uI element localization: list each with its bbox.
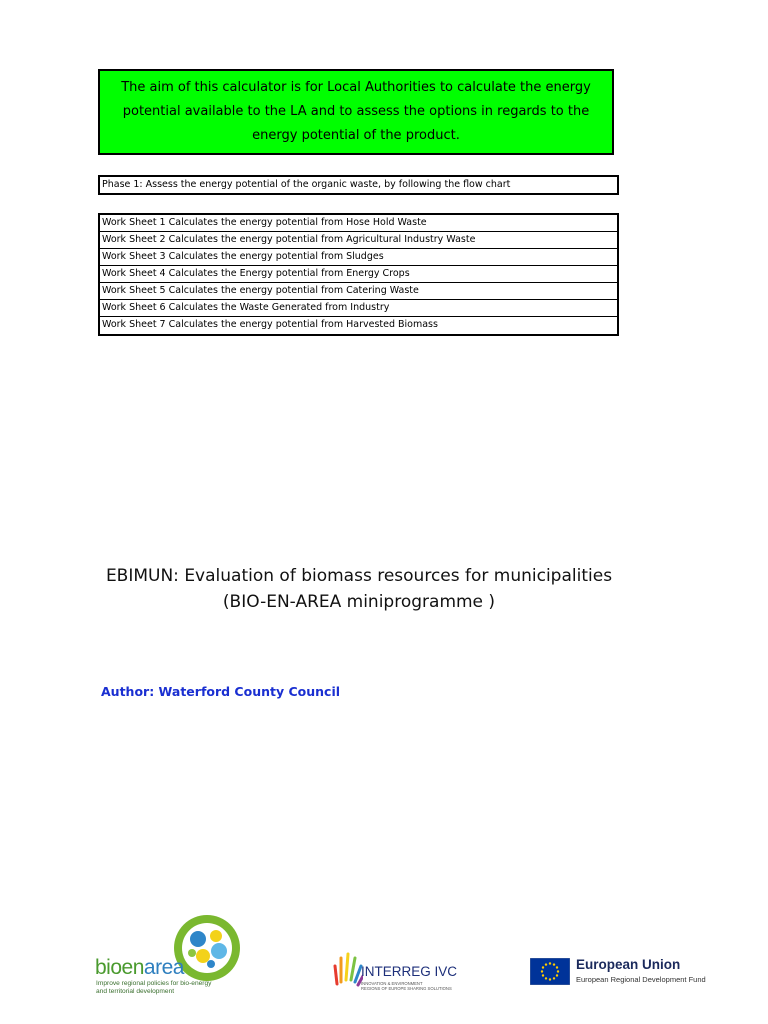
bioenarea-word-part2: area [143, 956, 184, 979]
bioenarea-word-part1: bioen [95, 956, 144, 979]
worksheet-row-1: Work Sheet 1 Calculates the energy potential from Hose Hold Waste [100, 215, 617, 232]
bioenarea-tagline-2: and territorial development [96, 988, 175, 995]
aim-text: The aim of this calculator is for Local Authorities to calculate the energy potential available to the LA and to assess the options in regards to the energy potential of the product. [121, 80, 591, 143]
author-label: Author: Waterford County Council [101, 684, 341, 699]
worksheet-list [98, 213, 619, 336]
eu-flag-icon [530, 958, 570, 985]
worksheet-row-7: Work Sheet 7 Calculates the energy potential from Harvested Biomass [102, 319, 438, 330]
worksheet-row-5: Work Sheet 5 Calculates the energy potential from Catering Waste [100, 283, 617, 300]
title-line-2: (BIO-EN-AREA miniprogramme ) [222, 592, 496, 612]
interreg-subtitle-1: INNOVATION & ENVIRONMENT [361, 981, 423, 986]
bioenarea-logo [95, 914, 260, 1002]
phase-1-box [98, 175, 619, 195]
interreg-subtitle [361, 981, 452, 991]
eu-fund-name: European Regional Development Fund [576, 975, 706, 984]
bioenarea-wordmark [95, 956, 184, 980]
worksheet-row-6: Work Sheet 6 Calculates the Waste Generated from Industry [100, 300, 617, 317]
european-union-logo [530, 955, 720, 989]
interreg-rays-icon [333, 950, 363, 990]
interreg-name: INTERREG IVC [361, 964, 458, 979]
worksheet-row-2: Work Sheet 2 Calculates the energy potential from Agricultural Industry Waste [100, 232, 617, 249]
interreg-logo [333, 944, 483, 998]
bioenarea-tagline-1: Improve regional policies for bio-energy [96, 980, 212, 987]
bioenarea-tagline [96, 980, 211, 996]
aim-description-box [98, 69, 614, 155]
worksheet-row-4: Work Sheet 4 Calculates the Energy potential from Energy Crops [100, 266, 617, 283]
document-title [0, 563, 718, 615]
title-line-1: EBIMUN: Evaluation of biomass resources for municipalities [105, 566, 613, 586]
eu-name: European Union [576, 957, 681, 972]
worksheet-row-3: Work Sheet 3 Calculates the energy potential from Sludges [100, 249, 617, 266]
phase-text: Phase 1: Assess the energy potential of the organic waste, by following the flow chart [102, 179, 511, 190]
interreg-subtitle-2: REGIONS OF EUROPE SHARING SOLUTIONS [361, 986, 452, 991]
